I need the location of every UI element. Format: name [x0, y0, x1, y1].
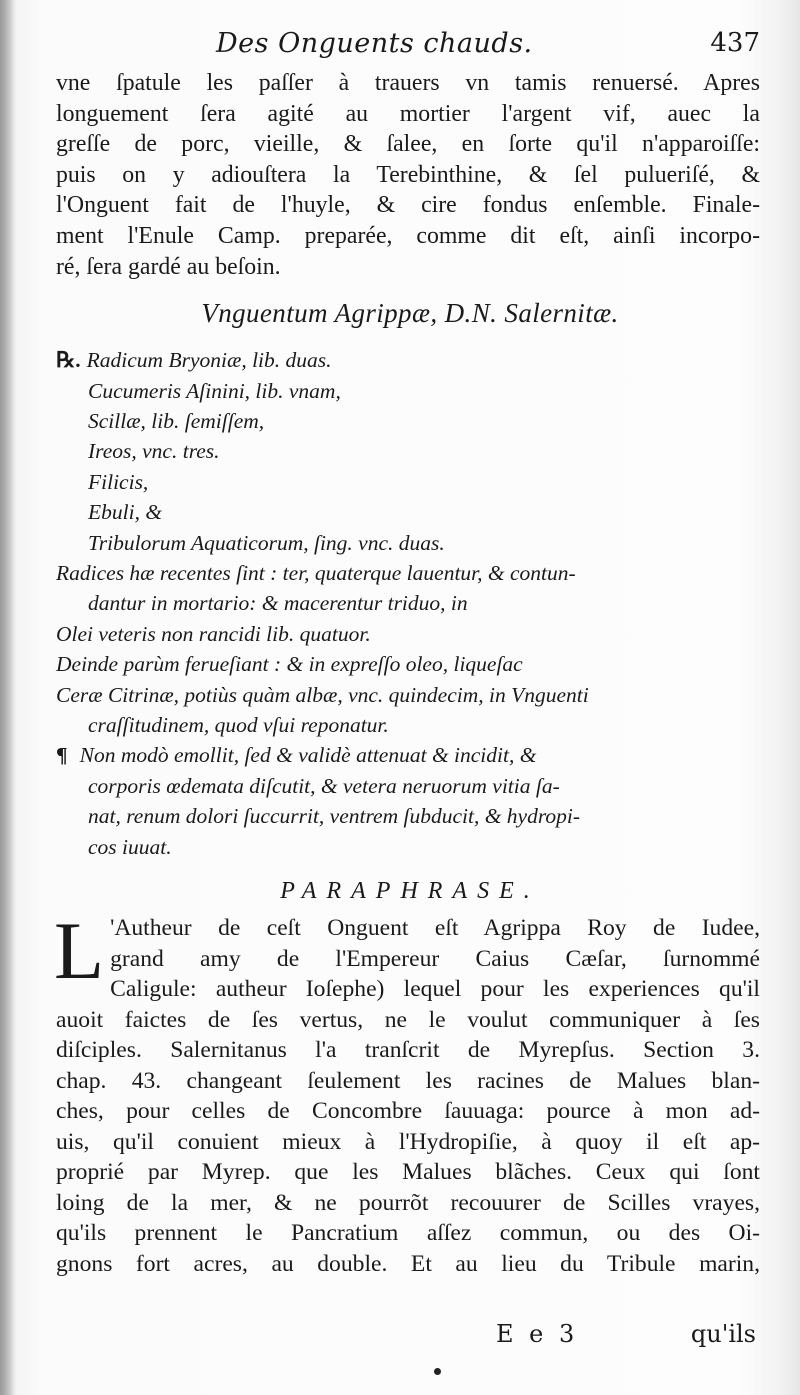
paraphrase-line: ches, pour celles de Concombre ſauuaga: pource à mon ad-	[56, 1098, 760, 1125]
intro-line: greſſe de porc, vieille, & ſalee, en ſorte qu'il n'apparoiſſe:	[56, 131, 760, 158]
intro-line: ment l'Enule Camp. preparée, comme dit eſt, ainſi incorpo-	[56, 222, 760, 249]
instruction-line: craſſitudinem, quod vſui reponatur.	[88, 713, 389, 738]
note-line: corporis œdemata diſcutit, & vetera neruorum vitia ſa-	[88, 773, 560, 798]
ingredient: Cucumeris Aſinini, lib. vnam,	[88, 378, 341, 403]
instruction-line: Deinde parùm ferueſiant : & in expreſſo oleo, liqueſac	[56, 652, 523, 677]
instruction-line: Radices hæ recentes ſint : ter, quaterque lauentur, & contun-	[56, 561, 576, 585]
intro-paragraph	[56, 68, 760, 282]
note-line: nat, renum dolori ſuccurrit, ventrem ſubducit, & hydropi-	[88, 804, 581, 829]
paraphrase-line: diſciples. Salernitanus l'a tranſcrit de Myrepſus. Section 3.	[56, 1037, 760, 1064]
instruction-line: Ceræ Citrinæ, potiùs quàm albæ, vnc. quindecim, in Vnguenti	[56, 682, 589, 707]
note-line	[56, 740, 764, 770]
intro-line: vne ſpatule les paſſer à trauers vn tamis renuersé. Apres	[56, 70, 760, 96]
paraphrase-line: gnons fort acres, au double. Et au lieu du Tribule marin,	[56, 1250, 760, 1277]
note-line: cos iuuat.	[88, 834, 172, 859]
recipe-symbol: ℞.	[56, 348, 81, 373]
paraphrase-line: 'Autheur de ceſt Onguent eſt Agrippa Roy de Iudee,	[110, 915, 760, 942]
drop-cap: L	[54, 905, 105, 997]
recipe-block	[56, 345, 764, 862]
intro-line: ré, ſera gardé au beſoin.	[56, 253, 281, 280]
ingredient-row	[56, 345, 764, 375]
ingredient: Tribulorum Aquaticorum, ſing. vnc. duas.	[88, 530, 445, 555]
ingredient: Ireos, vnc. tres.	[88, 439, 220, 464]
page-number: 437	[710, 28, 760, 58]
paraphrase-line: auoit faictes de ſes vertus, ne le voulut communiquer à ſes	[56, 1006, 760, 1033]
paraphrase-paragraph	[54, 905, 760, 1279]
intro-line: longuement ſera agité au mortier l'argent vif, auec la	[56, 100, 760, 127]
gutter-shadow	[0, 0, 16, 1395]
instruction-line: dantur in mortario: & macerentur triduo, in	[88, 591, 468, 616]
ink-dot	[434, 1368, 441, 1375]
paraphrase-line: loing de la mer, & ne pourrõt recouurer de Scilles vrayes,	[56, 1189, 760, 1216]
paraphrase-line: uis, qu'il conuient mieux à l'Hydropiſie, à quoy il eſt ap-	[56, 1128, 760, 1155]
running-title: Des Onguents chauds.	[216, 28, 533, 59]
ingredient: Ebuli, &	[88, 500, 163, 525]
paraphrase-line: Caligule: autheur Ioſephe) lequel pour les experiences qu'il	[110, 976, 760, 1003]
recipe-title: Vnguentum Agrippæ, D.N. Salernitæ.	[201, 298, 619, 329]
section-title: PARAPHRASE.	[280, 878, 540, 905]
paraphrase-line: chap. 43. changeant ſeulement les racines de Malues blan-	[56, 1067, 760, 1094]
page-header	[56, 22, 764, 68]
pilcrow-icon: ¶	[56, 743, 68, 768]
intro-line: l'Onguent fait de l'huyle, & cire fondus enſemble. Finale-	[56, 192, 760, 219]
note-text: Non modò emollit, ſed & validè attenuat & incidit, &	[79, 743, 537, 768]
intro-line: puis on y adiouſtera la Terebinthine, & ſel pulueriſé, &	[56, 161, 760, 188]
paraphrase-line: proprié par Myrep. que les Malues blãches. Ceux qui ſont	[56, 1159, 760, 1186]
ingredient: Filicis,	[88, 469, 149, 494]
catchword: qu'ils	[690, 1320, 756, 1348]
paraphrase-line: qu'ils prennent le Pancratium aſſez commun, ou des Oi-	[56, 1220, 760, 1247]
paraphrase-line: grand amy de l'Empereur Caius Cæſar, ſurnommé	[110, 945, 760, 972]
instruction-line: Olei veteris non rancidi lib. quatuor.	[56, 621, 371, 646]
ingredient: Scillæ, lib. ſemiſſem,	[88, 408, 265, 433]
ingredient: Radicum Bryoniæ, lib. duas.	[86, 348, 332, 373]
signature-mark: E e 3	[496, 1320, 579, 1348]
